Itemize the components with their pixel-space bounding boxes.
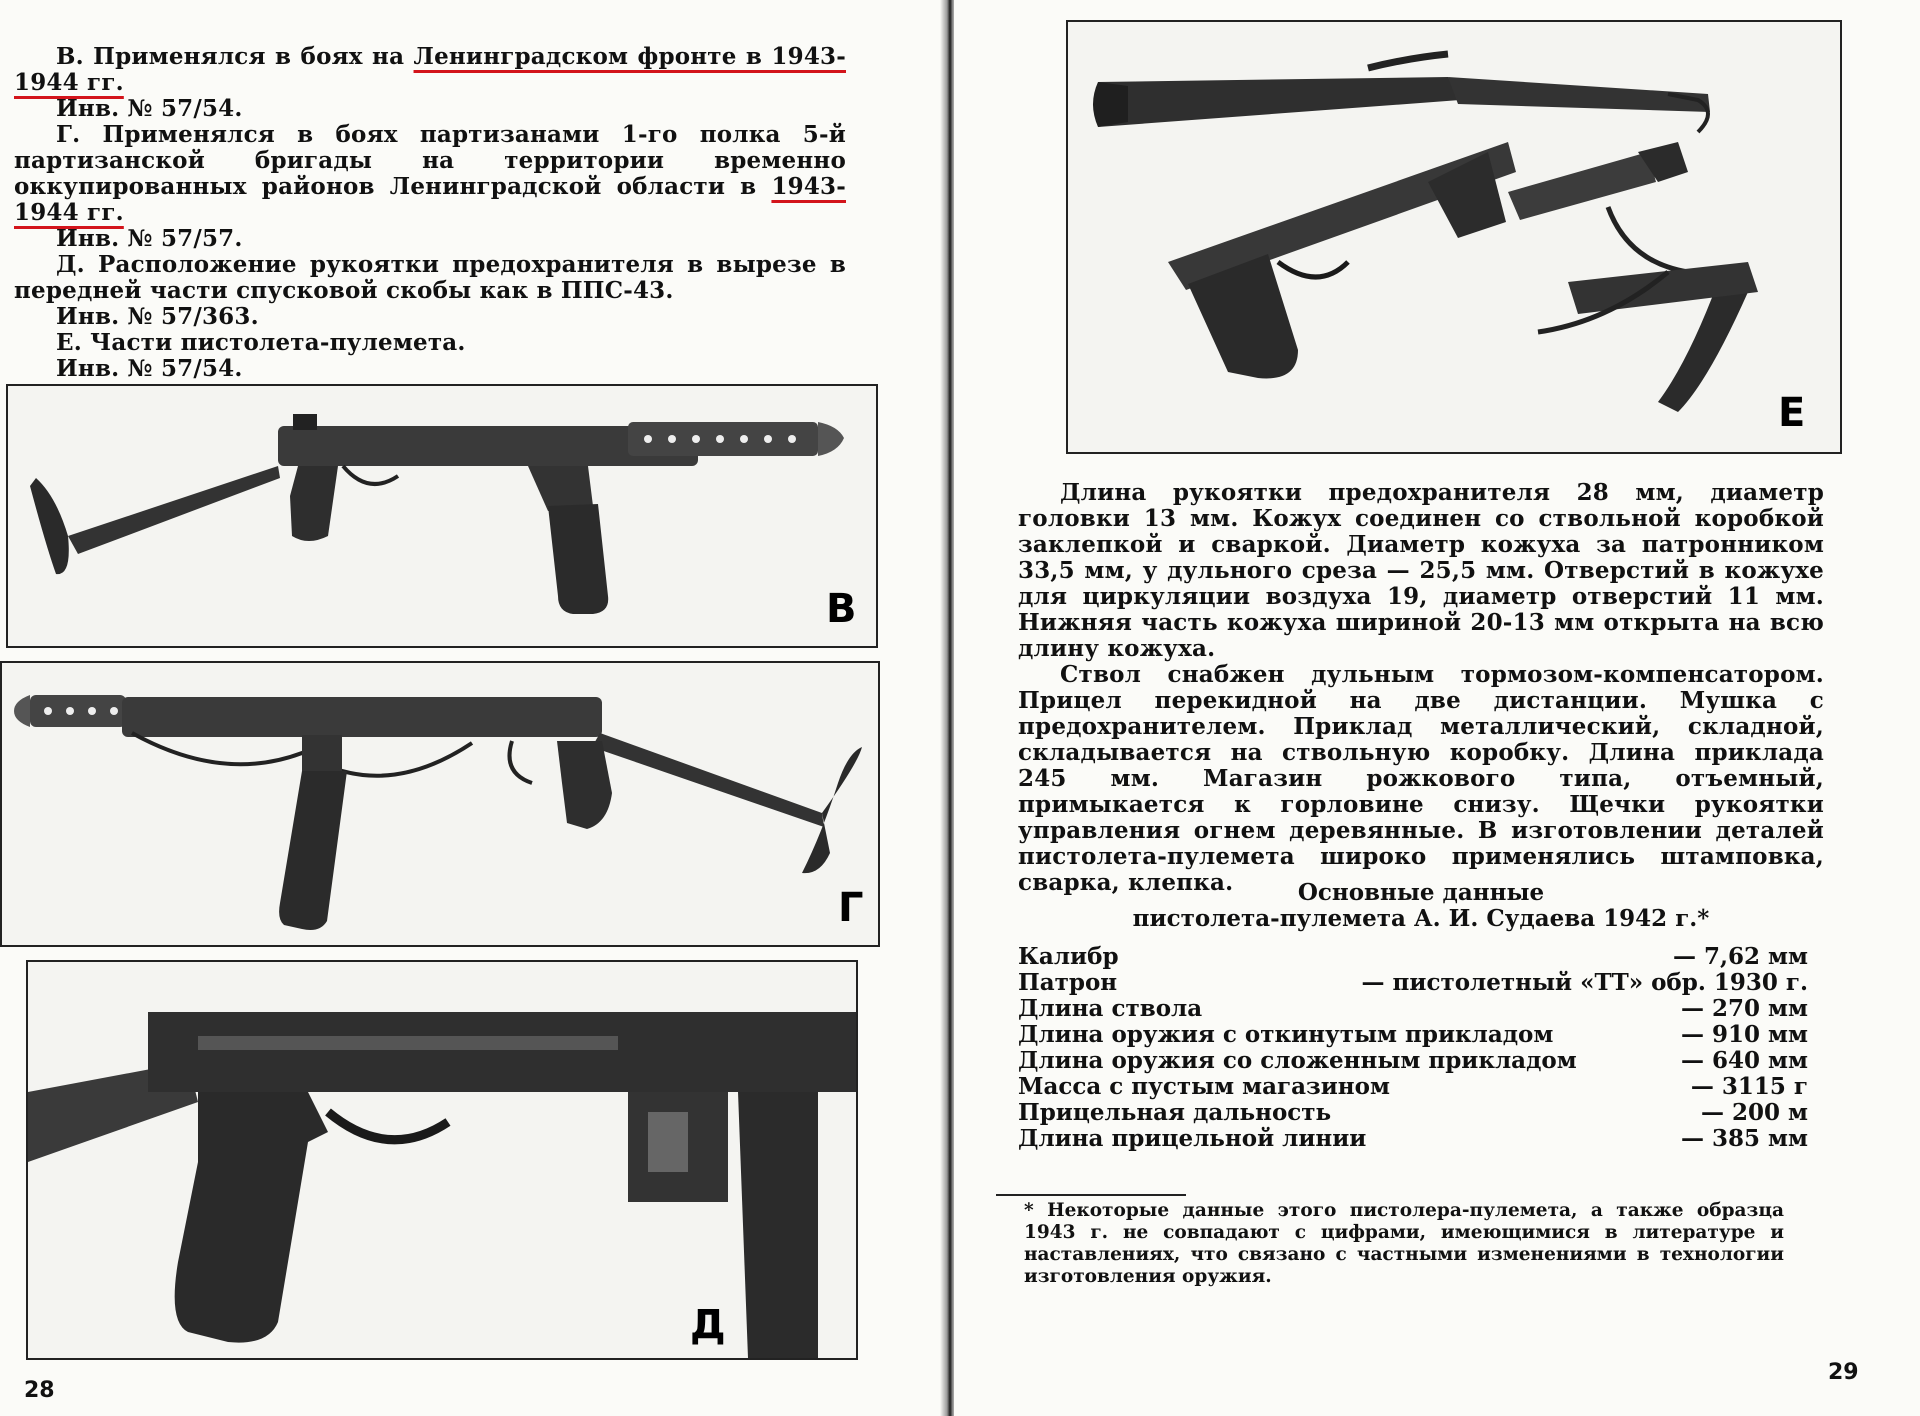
spec-value: — 910 мм <box>1681 1021 1808 1048</box>
smg-parts-silhouette <box>1068 22 1840 452</box>
inventory-number: Инв. № 57/57. <box>56 225 243 252</box>
spec-value: — 270 мм <box>1681 995 1808 1022</box>
spec-value: — 200 м <box>1700 1099 1808 1126</box>
spec-list <box>1018 944 1808 1152</box>
spec-value: — 385 мм <box>1681 1125 1808 1152</box>
spec-row <box>1018 1074 1808 1100</box>
spec-label: Длина ствола <box>1018 995 1203 1022</box>
underlined-dates: Ленинградском фронте в 1943-1944 гг. <box>14 43 846 96</box>
spec-row <box>1018 944 1808 970</box>
photo-plate-e <box>1066 20 1842 454</box>
data-heading-line-2: пистолета-пулемета А. И. Судаева 1942 г.* <box>1132 905 1710 932</box>
spec-row <box>1018 996 1808 1022</box>
smg-silhouette-unfolded <box>8 386 876 646</box>
plate-letter: Д <box>690 1302 726 1348</box>
photo-plate-v <box>6 384 878 648</box>
footnote: * Некоторые данные этого пистолера-пулемета, а также образца 1943 г. не совпадают с цифрами, имеющимися в литературе и наставлениях, что связано с частными изменениями в технологии изготовления оружия. <box>1024 1200 1784 1287</box>
plate-letter: Е <box>1778 390 1806 436</box>
spec-value: — 3115 г <box>1690 1073 1808 1100</box>
inventory-number: Инв. № 57/54. <box>56 355 243 382</box>
spec-label: Патрон <box>1018 969 1118 996</box>
right-body-text <box>1018 480 1824 896</box>
paragraph-g: Г. Применялся в боях партизанами 1-го полка 5-й партизанской бригады на территории временно оккупированных районов Ленинградской области в 1943-1944 гг. <box>14 121 846 226</box>
body-paragraph: Длина рукоятки предохранителя 28 мм, диаметр головки 13 мм. Кожух соединен со ствольной коробкой заклепкой и сваркой. Диаметр кожуха за патронником 33,5 мм, у дульного среза — 25,5 мм. Отверстий в кожухе для циркуляции воздуха 19, диаметр отверстий 11 мм. Нижняя часть кожуха шириной 20-13 мм открыта на всю длину кожуха. <box>1018 479 1824 662</box>
left-page <box>0 0 946 1416</box>
page-number: 29 <box>1828 1360 1859 1385</box>
photo-plate-g <box>0 661 880 947</box>
spec-label: Прицельная дальность <box>1018 1099 1332 1126</box>
spec-value: — 7,62 мм <box>1673 943 1808 970</box>
inventory-number: Инв. № 57/363. <box>56 303 259 330</box>
plate-letter: Г <box>838 885 864 931</box>
left-text-column <box>14 44 846 382</box>
spec-value: — 640 мм <box>1681 1047 1808 1074</box>
paragraph-d: Д. Расположение рукоятки предохранителя в вырезе в передней части спусковой скобы как в ППС-43. <box>14 251 846 304</box>
inventory-number: Инв. № 57/54. <box>56 95 243 122</box>
photo-plate-d <box>26 960 858 1360</box>
spec-row <box>1018 1048 1808 1074</box>
paragraph-e: Е. Части пистолета-пулемета. <box>56 329 466 356</box>
body-paragraph: Ствол снабжен дульным тормозом-компенсатором. Прицел перекидной на две дистанции. Мушка с предохранителем. Приклад металлический, складной, складывается на ствольную коробку. Длина приклада 245 мм. Магазин рожкового типа, отъемный, примыкается к горловине снизу. Щечки рукоятки управления огнем деревянные. В изготовлении деталей пистолета-пулемета широко применялись штамповка, сварка, клепка. <box>1018 661 1824 896</box>
footnote-divider <box>996 1194 1186 1196</box>
spec-row <box>1018 1100 1808 1126</box>
data-heading <box>1018 880 1824 932</box>
underlined-dates: 1943-1944 гг. <box>14 173 846 226</box>
spec-label: Масса с пустым магазином <box>1018 1073 1390 1100</box>
smg-closeup-silhouette <box>28 962 856 1358</box>
data-heading-line-1: Основные данные <box>1297 879 1545 906</box>
spec-label: Длина прицельной линии <box>1018 1125 1367 1152</box>
spec-label: Калибр <box>1018 943 1119 970</box>
page-number: 28 <box>24 1378 55 1403</box>
plate-letter: В <box>826 586 857 632</box>
spec-label: Длина оружия с откинутым прикладом <box>1018 1021 1554 1048</box>
right-page <box>954 0 1920 1416</box>
smg-silhouette-with-sling <box>2 663 878 945</box>
spec-value: — пистолетный «ТТ» обр. 1930 г. <box>1361 969 1808 996</box>
spec-row <box>1018 1126 1808 1152</box>
paragraph-v: В. Применялся в боях на Ленинградском фронте в 1943-1944 гг. <box>14 43 846 96</box>
spec-row <box>1018 1022 1808 1048</box>
spec-row <box>1018 970 1808 996</box>
spec-label: Длина оружия со сложенным прикладом <box>1018 1047 1577 1074</box>
